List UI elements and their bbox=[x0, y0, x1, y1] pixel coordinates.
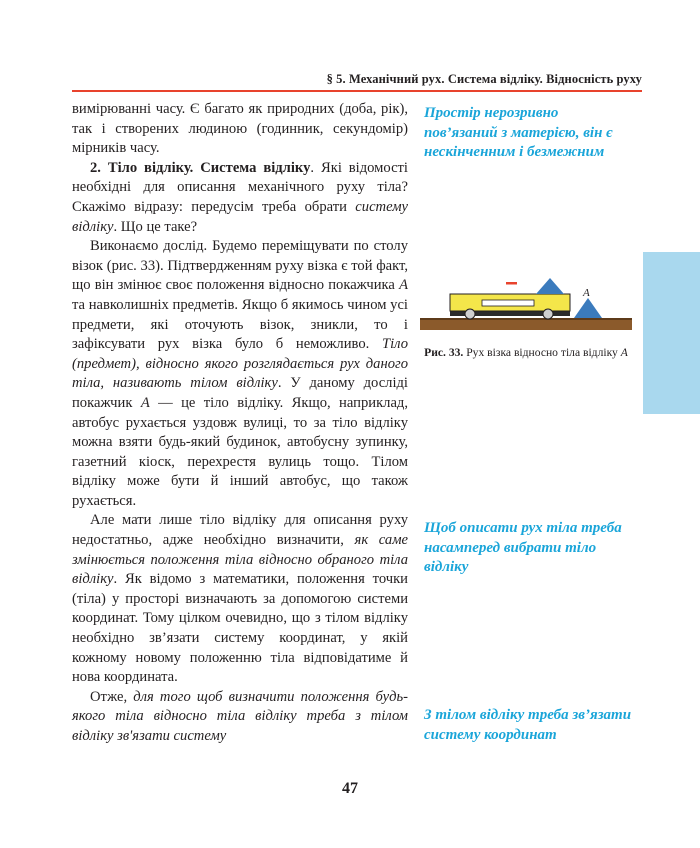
paragraph-5: Отже, для того щоб визначити положення будь-якого тіла відносно тіла відліку треба з тілом відліку зв'язати систему bbox=[72, 688, 408, 744]
main-text-column bbox=[72, 100, 408, 747]
section-heading: 2. Тіло відліку. Система відліку bbox=[90, 159, 311, 176]
term-reference-system: систему відліку bbox=[72, 198, 408, 235]
margin-note-space: Простір нерозривно пов’язаний з матерією, він є нескінченним і безмежним bbox=[424, 105, 613, 160]
cart-slot bbox=[482, 300, 534, 306]
paragraph-4: Але мати лише тіло відліку для описання руху недостатньо, адже необхідно визначити, як саме змінюється положення тіла відносно обраного тіла відліку. Як відомо з математики, положення точки (тіла) у просторі визначають за допомогою системи координат. Тому цілком очевидно, що з тілом відліку необхідно зв’язати систему координат, у якій кожному новому положенню тіла відповідатиме й нова координата. bbox=[72, 512, 408, 686]
emphasis-coordinate-system: , для того щоб визначити положення будь-якого тіла відносно тіла відліку треба з тілом відліку зв'язати систему bbox=[72, 688, 408, 744]
cart-wheel-left bbox=[465, 309, 475, 319]
margin-note-reference-body: Щоб описати рух тіла треба насамперед вибрати тіло відліку bbox=[424, 520, 622, 575]
cart-wheel-right bbox=[543, 309, 553, 319]
page-number: 47 bbox=[342, 780, 358, 797]
pointer-A-triangle bbox=[574, 298, 602, 318]
figure-caption: Рис. 33. Рух візка відносно тіла відліку А bbox=[424, 346, 628, 359]
paragraph-2: 2. Тіло відліку. Система відліку. Які відомості необхідні для описання механічного руху тіла? Скажімо відразу: передусім треба обрати систему відліку. Що це таке? bbox=[72, 159, 408, 235]
side-tab-marker bbox=[643, 252, 700, 414]
definition-reference-body: Тіло (предмет), відносно якого розглядається рух даного тіла, називають тілом відліку bbox=[72, 336, 408, 392]
pointer-A-label: А bbox=[583, 287, 590, 299]
motion-indicator bbox=[506, 282, 517, 285]
emphasis-position-change: як саме змінюється положення тіла відносно обраного тіла відліку bbox=[72, 532, 408, 588]
margin-note-coordinates: З тілом відліку треба зв’язати систему координат bbox=[424, 707, 632, 743]
cart-illustration bbox=[420, 272, 632, 334]
running-header: § 5. Механічний рух. Система відліку. Відносність руху bbox=[326, 72, 642, 86]
paragraph-3: Виконаємо дослід. Будемо переміщувати по столу візок (рис. 33). Підтвердженням руху візка є той факт, що він змінює своє положення відносно покажчика А та навколишніх предметів. Якщо б якимось чином усі предмети, які оточують візок, зникли, то і зафіксувати рух візка було б неможливо. Тіло (предмет), відносно якого розглядається рух даного тіла, називають тілом відліку. У даному досліді покажчик А — це тіло відліку. Якщо, наприклад, автобус рухається уздовж вулиці, то за тіло відліку можна взяти будь-який будинок, автобусну зупинку, газетний кіоск, перехрестя вулиць тощо. Тілом відліку може бути й інший автобус, що також рухається. bbox=[72, 238, 408, 509]
header-divider bbox=[72, 90, 642, 92]
paragraph-1: вимірюванні часу. Є багато як природних (доба, рік), так і створених людиною (годинник, секундомір) мірників часу. bbox=[72, 101, 408, 157]
cart-triangle-marker bbox=[536, 278, 564, 294]
table-top-edge bbox=[420, 318, 632, 320]
